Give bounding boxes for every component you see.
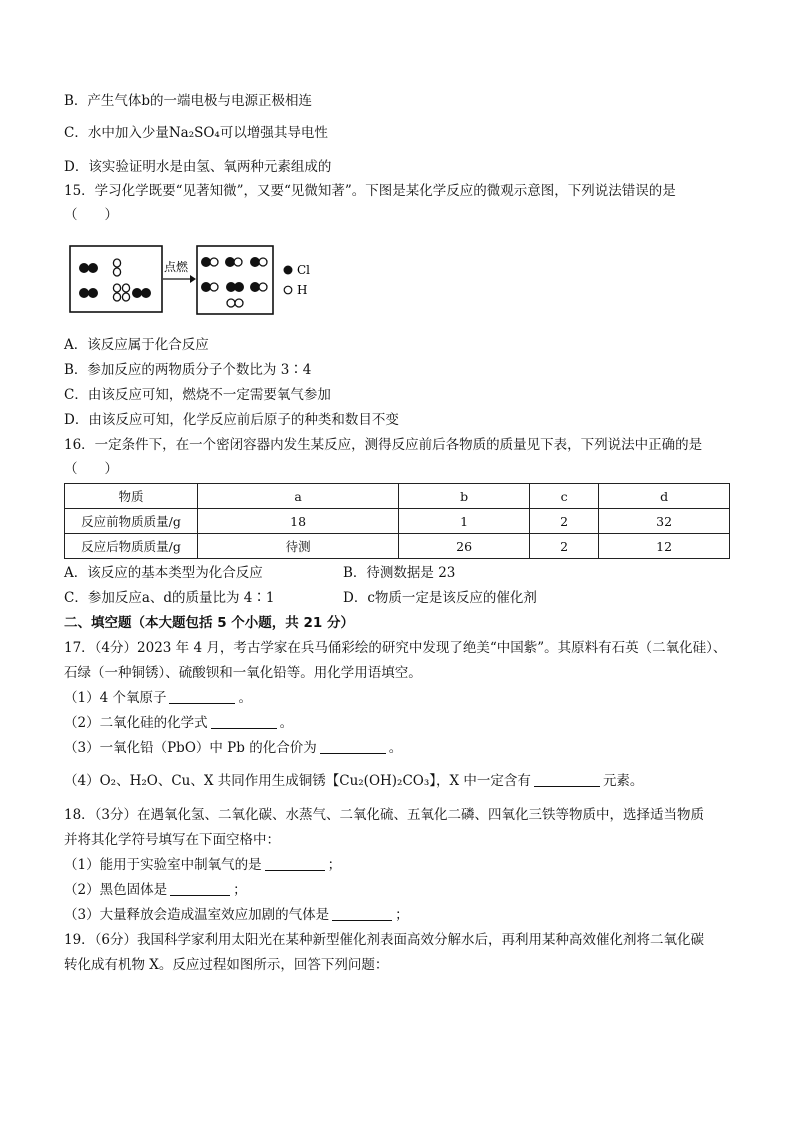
arrow-label: 点燃 [164,260,189,274]
table-header-cell: d [599,484,730,509]
q17-line1: 17．（4分）2023 年 4 月，考古学家在兵马俑彩绘的研究中发现了绝美“中国紫”。其原料有石英（二氧化硅）、 [64,640,727,656]
q16-option-d: D．c物质一定是该反应的催化剂 [343,590,537,606]
q19-line2: 转化成有机物 X。反应过程如图所示，回答下列问题： [64,957,389,973]
cl2-molecule [79,288,98,298]
q17-sub1-text: （1）4 个氧原子 [64,690,167,706]
q17-sub3 [64,739,402,757]
table-cell: 1 [399,509,530,534]
table-row [65,534,730,559]
q15-option-c: C．由该反应可知，燃烧不一定需要氧气参加 [64,387,331,403]
answer-blank[interactable] [332,906,392,921]
answer-blank[interactable] [170,881,230,896]
q14-option-c-post: 可以增强其导电性 [219,125,328,141]
h2-molecule [113,259,120,276]
h2-molecule [113,284,120,301]
table-header-row [65,484,730,509]
h2-molecule [227,299,243,307]
answer-blank[interactable] [265,856,325,871]
q18-line1: 18．（3分）在遇氧化氢、二氧化碳、水蒸气、二氧化硫、五氧化二磷、四氧化三铁等物质中，选择适当物质 [64,807,705,823]
q15-paren: （ ） [64,207,118,223]
q16-option-c: C．参加反应a、d的质量比为 4∶1 [64,590,275,606]
answer-blank[interactable] [534,772,600,787]
answer-blank[interactable] [320,739,386,754]
table-header-cell: c [529,484,598,509]
q17-sub4-text: （4）O₂、H₂O、Cu、X 共同作用生成铜锈【Cu₂(OH)₂CO₃】，X 中一定含有 [64,773,531,789]
punct: 。 [388,740,403,756]
punct: 。 [279,715,294,731]
q18-sub1-text: （1）能用于实验室中制氧气的是 [64,857,262,873]
q16-paren: （ ） [64,461,118,477]
q15-stem: 15．学习化学既要“见著知微”，又要“见微知著”。下图是某化学反应的微观示意图，下列说法错误的是 [64,183,676,199]
table-cell: 32 [599,509,730,534]
q17-sub4 [64,772,643,790]
table-cell: 2 [529,534,598,559]
table-cell: 26 [399,534,530,559]
punct: ； [395,907,409,923]
q14-option-c-pre: C．水中加入少量 [64,125,169,141]
reactants-box [70,246,162,312]
table-cell: 12 [599,534,730,559]
q18-sub3 [64,906,409,924]
punct: ； [233,882,247,898]
q18-sub1 [64,856,341,874]
cl-legend-label: Cl [297,263,311,277]
table-row [65,509,730,534]
q18-sub2-text: （2）黑色固体是 [64,882,168,898]
answer-blank[interactable] [169,689,235,704]
table-cell: 反应前物质质量/g [65,509,198,534]
table-cell: 18 [198,509,399,534]
hcl-molecule [201,257,218,267]
q17-sub3-text: （3）一氧化铅（PbO）中 Pb 的化合价为 [64,740,317,756]
hcl-molecule [250,257,267,267]
q15-option-d: D．由该反应可知，化学反应前后原子的种类和数目不变 [64,412,399,428]
answer-blank[interactable] [211,714,277,729]
punct: 。 [238,690,252,706]
table-header-cell: 物质 [65,484,198,509]
q15-reaction-diagram [68,242,328,322]
table-header-cell: a [198,484,399,509]
q14-option-b: B．产生气体b的一端电极与电源正极相连 [64,93,313,109]
q19-line1: 19．（6分）我国科学家利用太阳光在某种新型催化剂表面高效分解水后，再利用某种高效催化剂将二氧化碳 [64,932,705,948]
table-cell: 待测 [198,534,399,559]
hcl-molecule [250,282,267,292]
section-title: 二、填空题（本大题包括 5 个小题，共 21 分） [64,615,354,631]
q14-option-d: D．该实验证明水是由氢、氧两种元素组成的 [64,159,332,175]
table-cell: 反应后物质质量/g [65,534,198,559]
q16-option-a: A．该反应的基本类型为化合反应 [64,565,263,581]
q17-sub1 [64,689,252,707]
table-cell: 2 [529,509,598,534]
cl2-molecule [132,288,151,298]
q14-option-c [64,124,328,142]
cl-legend-icon [284,266,293,275]
q16-stem: 16．一定条件下，在一个密闭容器内发生某反应，测得反应前后各物质的质量见下表，下列说法中正确的是 [64,437,703,453]
arrow-head [190,275,196,283]
q17-sub2 [64,714,293,732]
q18-line2: 并将其化学符号填写在下面空格中： [64,832,280,848]
q15-option-a: A．该反应属于化合反应 [64,337,209,353]
q14-option-c-formula: Na₂SO₄ [168,125,220,141]
q18-sub2 [64,881,247,899]
hcl-molecule [225,257,242,267]
cl2-molecule [226,282,244,292]
q15-option-b: B．参加反应的两物质分子个数比为 3∶4 [64,362,312,378]
q18-sub3-text: （3）大量释放会造成温室效应加剧的气体是 [64,907,330,923]
h-legend-icon [284,286,292,294]
h2-molecule [122,284,129,301]
hcl-molecule [201,282,218,292]
h-legend-label: H [297,283,308,297]
cl2-molecule [79,263,98,273]
q17-sub2-text: （2）二氧化硅的化学式 [64,715,208,731]
q17-sub4-post: 元素。 [602,773,644,789]
mass-table [64,483,730,559]
q16-option-b: B．待测数据是 23 [343,565,456,581]
punct: ； [327,857,342,873]
q17-line2: 石绿（一种铜锈）、硫酸钡和一氧化铅等。用化学用语填空。 [64,665,422,681]
table-header-cell: b [399,484,530,509]
